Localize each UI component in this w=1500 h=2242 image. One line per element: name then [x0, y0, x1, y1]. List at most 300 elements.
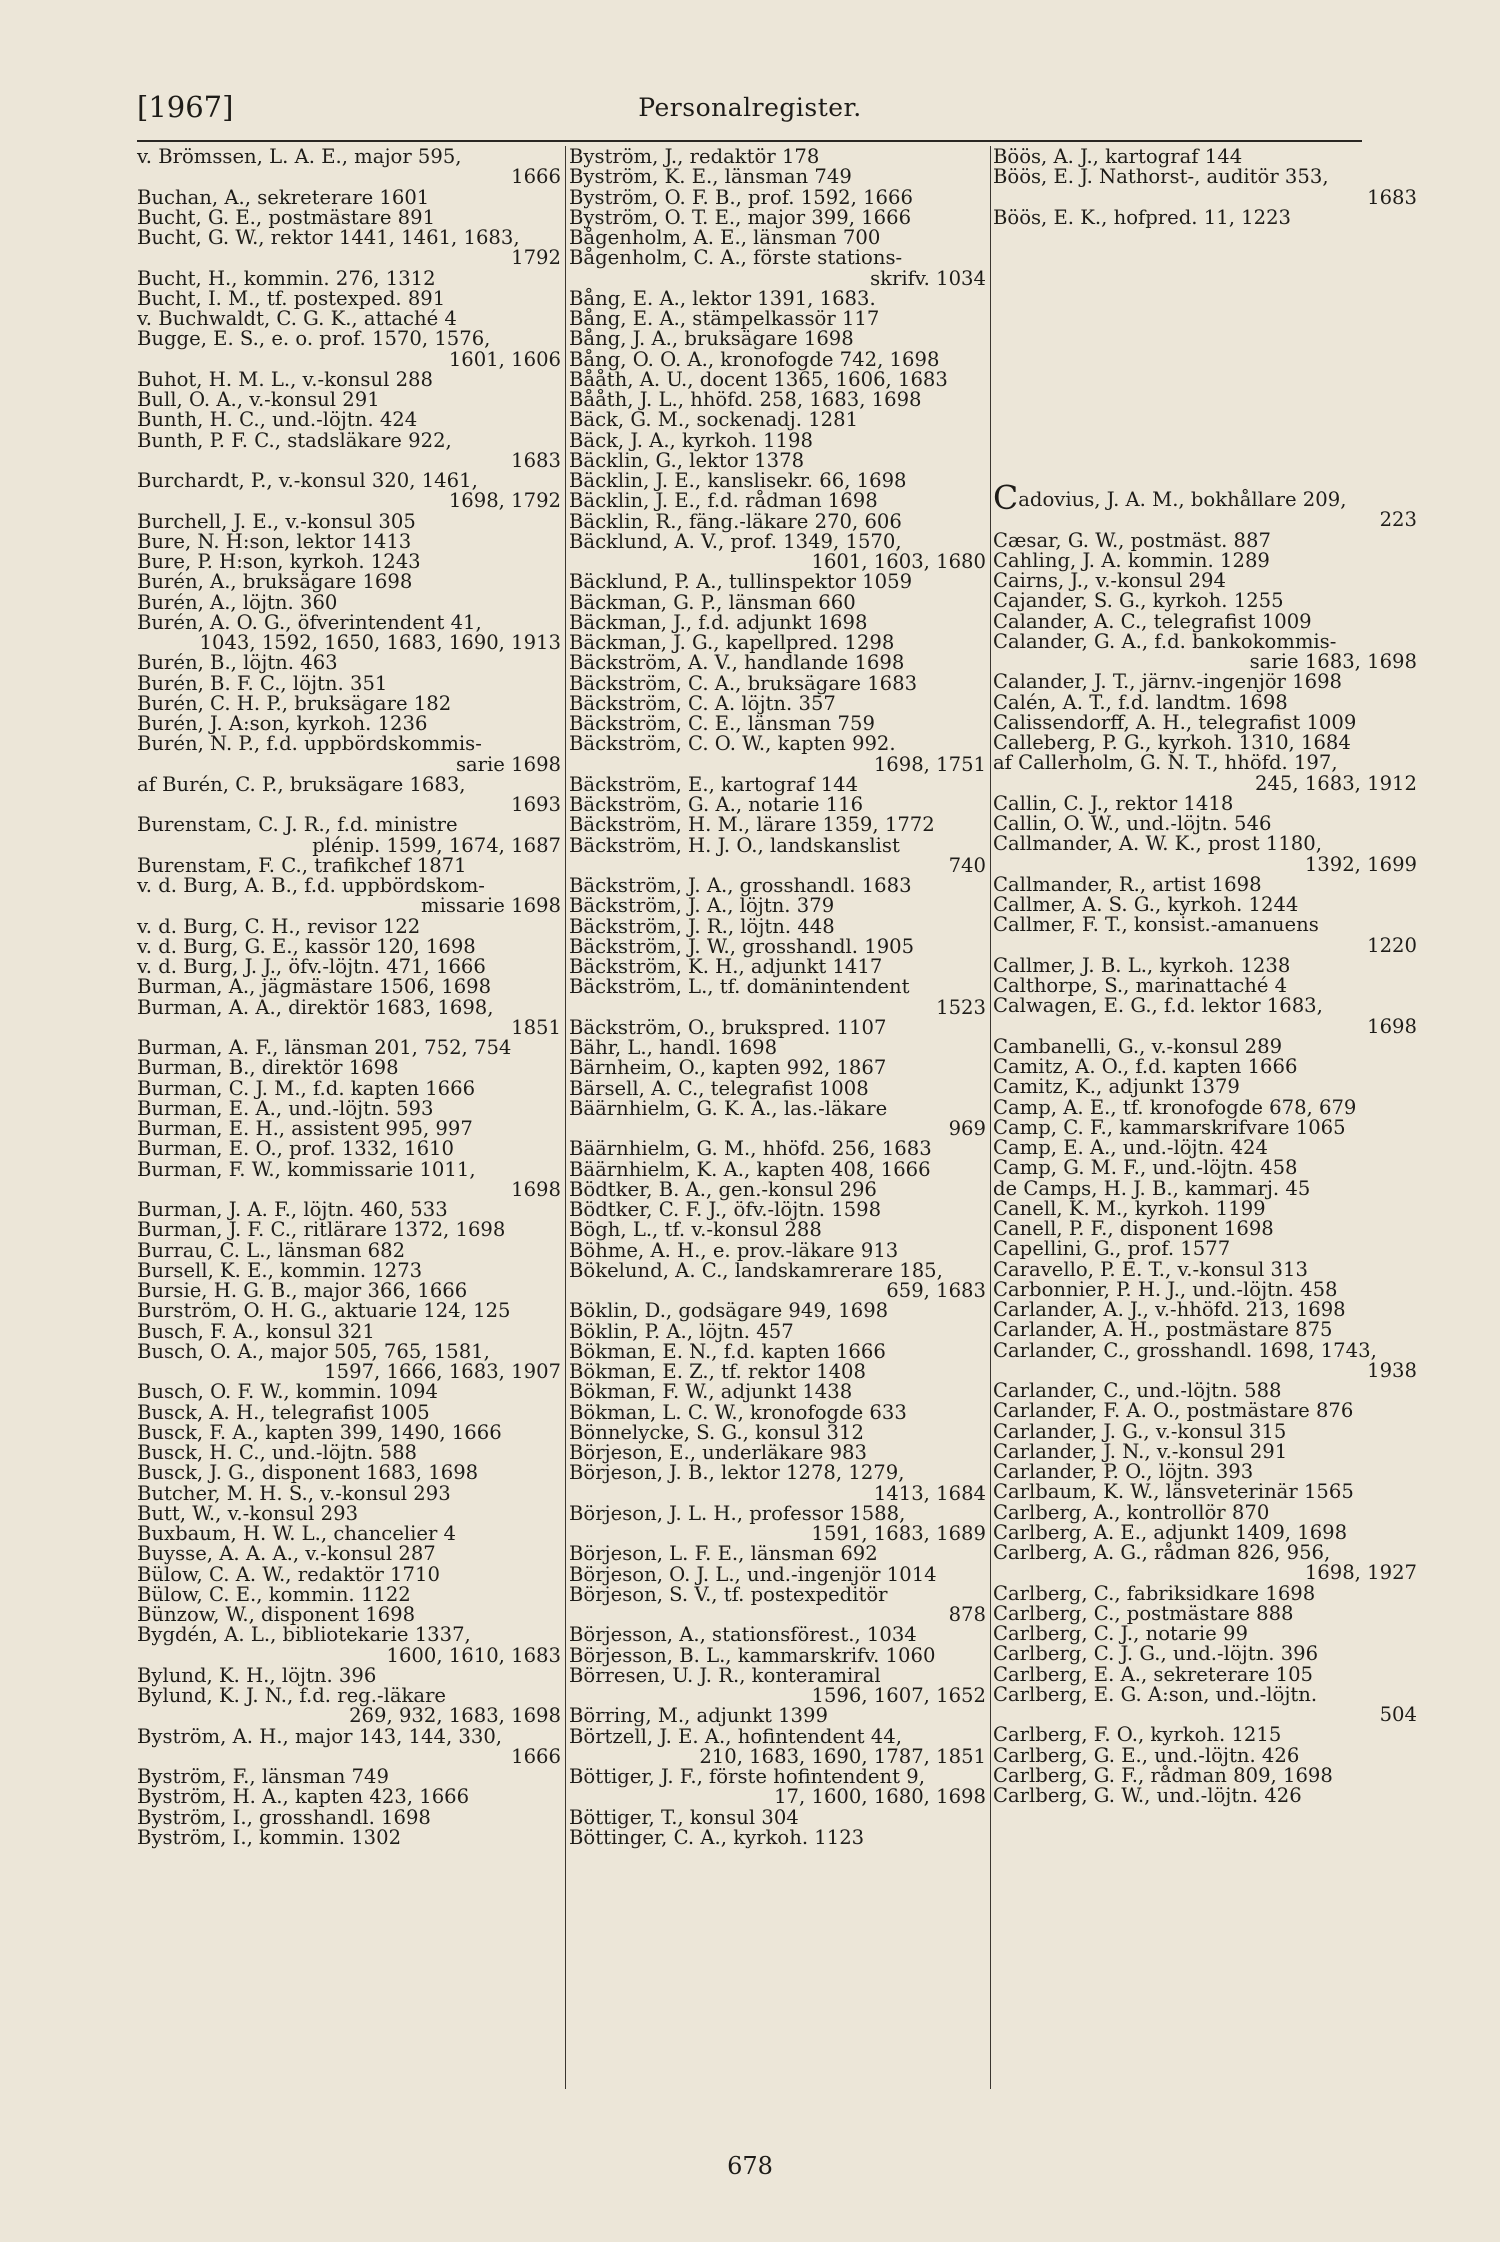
entry-text: Bursell, K. E., kommin. 1273 [137, 1258, 423, 1282]
entry-text: Börjeson, L. F. E., länsman 692 [569, 1542, 878, 1566]
register-entry [993, 872, 1417, 896]
entry-text: Burén, A. O. G., öfverintendent 41, [137, 610, 482, 634]
entry-text: Carlander, P. O., löjtn. 393 [993, 1460, 1254, 1483]
entry-text: Bäcklin, J. E., kanslisekr. 66, 1698 [569, 469, 907, 492]
entry-text: Bärsell, A. C., telegrafist 1008 [569, 1076, 869, 1100]
register-entry [137, 1319, 561, 1343]
register-entry [569, 1339, 986, 1363]
page-number: 678 [727, 2152, 773, 2180]
entry-text: Böttiger, J. F., förste hofintendent 9, [569, 1765, 925, 1788]
entry-continuation: plénip. 1599, 1674, 1687 [312, 833, 561, 857]
register-entry [569, 1463, 986, 1504]
entry-text: Carlberg, G. W., und.-löjtn. 426 [993, 1784, 1302, 1807]
register-entry [993, 591, 1417, 611]
entry-continuation: 1392, 1699 [1304, 852, 1417, 876]
entry-text: Byström, O. F. B., prof. 1592, 1666 [569, 185, 913, 209]
entry-continuation: 1591, 1683, 1689 [811, 1522, 986, 1545]
entry-text: Börjeson, J. B., lektor 1278, 1279, [569, 1461, 905, 1485]
entry-text: Börjesson, A., stationsförest., 1034 [569, 1623, 917, 1647]
entry-text: Carlander, A. H., postmästare 875 [993, 1318, 1333, 1342]
entry-text: Camp, C. F., kammarskrifvare 1065 [993, 1115, 1346, 1139]
register-entry [569, 610, 986, 634]
register-entry [993, 1482, 1417, 1502]
register-entry [137, 1038, 561, 1058]
entry-text: Canell, P. F., disponent 1698 [993, 1217, 1274, 1240]
entry-text: Byström, A. H., major 143, 144, 330, [137, 1724, 503, 1748]
entry-text: Bure, N. H:son, lektor 1413 [137, 529, 412, 553]
entry-text: Bååth, A. U., docent 1365, 1606, 1683 [569, 367, 948, 391]
register-column-3-c-entries [993, 528, 1417, 1807]
register-entry [569, 1663, 986, 1707]
register-entry [137, 1524, 561, 1544]
register-entry [137, 1076, 561, 1100]
register-entry [993, 1320, 1417, 1340]
entry-text: Butt, W., v.-konsul 293 [137, 1501, 359, 1525]
register-entry [993, 1401, 1417, 1421]
register-entry [569, 1096, 986, 1140]
register-entry [569, 876, 986, 896]
entry-text: adovius, J. A. M., bokhållare 209, [1018, 488, 1347, 511]
entry-text: Bödtker, B. A., gen.-konsul 296 [569, 1177, 877, 1201]
entry-continuation: missarie 1698 [421, 894, 561, 918]
entry-text: Cambanelli, G., v.-konsul 289 [993, 1034, 1283, 1058]
entry-text: Calwagen, E. G., f.d. lektor 1683, [993, 994, 1323, 1018]
entry-text: Carlander, J. N., v.-konsul 291 [993, 1439, 1288, 1463]
entry-text: Burman, A., jägmästare 1506, 1698 [137, 975, 492, 999]
entry-text: Cajander, S. G., kyrkoh. 1255 [993, 589, 1284, 613]
register-entry [993, 571, 1417, 591]
register-entry [993, 1381, 1417, 1401]
register-entry [137, 329, 561, 370]
entry-continuation: 1601, 1603, 1680 [811, 550, 986, 573]
entry-text: Camp, E. A., und.-löjtn. 424 [993, 1136, 1268, 1159]
entry-text: Burman, J. F. C., ritlärare 1372, 1698 [137, 1218, 506, 1242]
entry-text: Caravello, P. E. T., v.-konsul 313 [993, 1257, 1308, 1281]
register-entry [569, 329, 986, 349]
entry-text: Bäckström, J. W., grosshandl. 1905 [569, 934, 915, 958]
register-entry [569, 1501, 986, 1545]
entry-text: Carlander, C., und.-löjtn. 588 [993, 1379, 1282, 1402]
register-entry [993, 1644, 1417, 1664]
entry-text: Bäckström, A. V., handlande 1698 [569, 651, 905, 675]
register-entry [569, 1562, 986, 1586]
entry-text: Byström, F., länsman 749 [137, 1765, 389, 1788]
register-entry [569, 147, 986, 167]
entry-text: Burén, J. A:son, kyrkoh. 1236 [137, 712, 428, 735]
entry-text: Callmander, R., artist 1698 [993, 872, 1262, 896]
register-entry [993, 733, 1417, 753]
register-entry [569, 815, 986, 835]
entry-text: Bäärnhielm, G. M., hhöfd. 256, 1683 [569, 1137, 932, 1161]
entry-text: Bähr, L., handl. 1698 [569, 1036, 778, 1059]
register-entry [569, 914, 986, 938]
entry-text: Canell, K. M., kyrkoh. 1199 [993, 1196, 1266, 1220]
entry-text: Burén, A., bruksägare 1698 [137, 570, 413, 594]
entry-continuation: 1698 [1367, 1014, 1417, 1038]
entry-text: Burman, E. A., und.-löjtn. 593 [137, 1096, 434, 1120]
entry-text: Burström, O. H. G., aktuarie 124, 125 [137, 1299, 511, 1323]
register-entry [137, 1562, 561, 1586]
page-title: Personalregister. [638, 93, 862, 122]
entry-text: Bäcklin, R., fäng.-läkare 270, 606 [569, 509, 902, 533]
entry-continuation: 1693 [511, 793, 561, 816]
entry-text: Carlberg, G. E., und.-löjtn. 426 [993, 1743, 1300, 1767]
entry-text: Burén, C. H. P., bruksägare 182 [137, 691, 452, 715]
register-entry [993, 1034, 1417, 1058]
register-entry [137, 815, 561, 856]
entry-text: Carlander, A. J., v.-hhöfd. 213, 1698 [993, 1298, 1346, 1321]
entry-text: Bunth, H. C., und.-löjtn. 424 [137, 408, 418, 432]
register-entry [993, 1725, 1417, 1745]
register-entry [137, 914, 561, 938]
entry-text: Börjeson, O. J. L., und.-ingenjör 1014 [569, 1562, 937, 1586]
entry-text: Bäärnhielm, G. K. A., las.-läkare [569, 1096, 888, 1120]
register-entry [993, 976, 1417, 996]
register-entry [569, 833, 986, 877]
entry-text: Busck, F. A., kapten 399, 1490, 1666 [137, 1420, 502, 1444]
section-gap [993, 268, 1417, 308]
entry-text: Bäcklund, P. A., tullinspektor 1059 [569, 570, 913, 594]
register-entry [137, 390, 561, 410]
entry-text: Böös, E. J. Nathorst-, auditör 353, [993, 165, 1329, 189]
register-entry [569, 1038, 986, 1058]
entry-text: Böttinger, C. A., kyrkoh. 1123 [569, 1825, 865, 1849]
register-entry [137, 1281, 561, 1301]
register-entry [569, 795, 986, 815]
entry-text: Bökman, E. N., f.d. kapten 1666 [569, 1339, 886, 1363]
register-entry [137, 876, 561, 917]
register-entry [993, 1196, 1417, 1220]
register-entry [569, 1139, 986, 1159]
register-entry [137, 1157, 561, 1201]
entry-text: Bucht, I. M., tf. postexped. 891 [137, 286, 446, 310]
register-entry [569, 1362, 986, 1382]
column-divider-1 [565, 146, 566, 2089]
register-entry [137, 1805, 561, 1829]
register-entry [569, 1076, 986, 1100]
register-entry [993, 1095, 1417, 1119]
entry-text: Carlberg, A., kontrollör 870 [993, 1500, 1270, 1524]
register-entry [993, 1763, 1417, 1787]
register-entry [569, 691, 986, 715]
register-entry [137, 1663, 561, 1687]
entry-text: Bäckström, L., tf. domänintendent [569, 975, 910, 999]
entry-text: Bäckström, H. M., lärare 1359, 1772 [569, 813, 935, 837]
entry-text: Burchell, J. E., v.-konsul 305 [137, 509, 416, 533]
register-entry [993, 915, 1417, 956]
entry-text: Callmer, F. T., konsist.-amanuens [993, 913, 1319, 937]
entry-text: Burenstam, F. C., trafikchef 1871 [137, 853, 467, 877]
register-entry [569, 1301, 986, 1321]
entry-text: Camp, G. M. F., und.-löjtn. 458 [993, 1156, 1298, 1180]
entry-text: Böhme, A. H., e. prov.-läkare 913 [569, 1238, 899, 1262]
register-entry [137, 147, 561, 188]
register-entry [569, 167, 986, 187]
entry-text: Busck, J. G., disponent 1683, 1698 [137, 1461, 479, 1485]
register-entry [569, 734, 986, 775]
register-entry [569, 529, 986, 573]
entry-text: Capellini, G., prof. 1577 [993, 1237, 1231, 1261]
entry-continuation: 1698, 1792 [448, 489, 561, 513]
register-entry [569, 714, 986, 734]
register-entry [569, 448, 986, 472]
entry-text: Bökman, E. Z., tf. rektor 1408 [569, 1360, 866, 1383]
entry-text: Bäckström, C. O. W., kapten 992. [569, 732, 896, 756]
register-entry [137, 1481, 561, 1505]
entry-text: Camitz, K., adjunkt 1379 [993, 1075, 1240, 1099]
entry-text: Bygdén, A. L., bibliotekarie 1337, [137, 1623, 471, 1647]
register-entry [569, 205, 986, 229]
entry-continuation: 969 [948, 1117, 986, 1140]
section-gap [993, 388, 1417, 428]
register-entry [569, 590, 986, 614]
entry-text: Byström, I., kommin. 1302 [137, 1825, 402, 1849]
section-gap [993, 428, 1417, 468]
entry-text: Calissendorff, A. H., telegrafist 1009 [993, 710, 1357, 734]
entry-text: v. d. Burg, G. E., kassör 120, 1698 [137, 934, 476, 958]
entry-text: Börjeson, E., underläkare 983 [569, 1441, 867, 1464]
entry-text: Bång, J. A., bruksägare 1698 [569, 327, 854, 351]
entry-text: Camp, A. E., tf. kronofogde 678, 679 [993, 1095, 1357, 1119]
register-entry [569, 1157, 986, 1181]
register-entry [993, 814, 1417, 834]
register-entry [993, 1176, 1417, 1200]
entry-text: Burchardt, P., v.-konsul 320, 1461, [137, 469, 478, 492]
entry-text: Bååth, J. L., hhöfd. 258, 1683, 1698 [569, 388, 922, 411]
register-entry [569, 934, 986, 958]
section-gap [993, 348, 1417, 388]
section-gap [993, 308, 1417, 348]
entry-text: Byström, I., grosshandl. 1698 [137, 1805, 431, 1829]
register-entry [569, 653, 986, 673]
entry-text: Börring, M., adjunkt 1399 [569, 1704, 828, 1728]
entry-text: Carlberg, C. J., notarie 99 [993, 1622, 1248, 1645]
entry-text: Burman, B., direktör 1698 [137, 1056, 399, 1080]
entry-text: Bülow, C. E., kommin. 1122 [137, 1582, 411, 1606]
register-entry [993, 1158, 1417, 1178]
entry-text: Carlander, J. G., v.-konsul 315 [993, 1419, 1287, 1443]
entry-text: v. Brömssen, L. A. E., major 595, [137, 145, 462, 168]
entry-text: Böklin, P. A., löjtn. 457 [569, 1319, 794, 1343]
entry-text: Buxbaum, H. W. L., chancelier 4 [137, 1522, 457, 1545]
entry-text: Bure, P. H:son, kyrkoh. 1243 [137, 550, 421, 573]
entry-text: Callin, C. J., rektor 1418 [993, 791, 1234, 815]
page-year: [1967] [137, 90, 234, 124]
entry-text: Carlberg, C., postmästare 888 [993, 1601, 1294, 1625]
entry-text: Burén, A., löjtn. 360 [137, 590, 338, 614]
entry-text: Burman, E. H., assistent 995, 997 [137, 1117, 473, 1140]
entry-text: Bång, O. O. A., kronofogde 742, 1698 [569, 347, 940, 371]
entry-text: Bäcklin, J. E., f.d. rådman 1698 [569, 489, 878, 513]
entry-continuation: 269, 932, 1683, 1698 [349, 1704, 561, 1728]
entry-text: af Callerholm, G. N. T., hhöfd. 197, [993, 751, 1338, 775]
entry-text: Börresen, U. J. R., konteramiral [569, 1663, 881, 1687]
entry-text: Bäcklund, A. V., prof. 1349, 1570, [569, 529, 902, 553]
entry-text: Bäckman, J., f.d. adjunkt 1698 [569, 610, 868, 634]
entry-text: v. d. Burg, J. J., öfv.-löjtn. 471, 1666 [137, 955, 486, 978]
entry-text: Bylund, K. J. N., f.d. reg.-läkare [137, 1684, 447, 1707]
entry-continuation: 1601, 1606 [448, 347, 561, 371]
register-entry [993, 1662, 1417, 1686]
register-entry [569, 1805, 986, 1829]
register-entry [137, 1301, 561, 1321]
register-entry [993, 629, 1417, 673]
register-entry [993, 672, 1417, 692]
entry-text: Cairns, J., v.-konsul 294 [993, 569, 1226, 592]
register-entry [137, 1443, 561, 1463]
entry-continuation: 1600, 1610, 1683 [386, 1643, 561, 1667]
entry-text: Bönnelycke, S. G., konsul 312 [569, 1420, 864, 1444]
register-entry [137, 1767, 561, 1787]
register-entry [993, 1138, 1417, 1158]
entry-continuation: 245, 1683, 1912 [1254, 771, 1417, 795]
register-entry [569, 1220, 986, 1240]
register-entry [137, 734, 561, 775]
register-entry [993, 1300, 1417, 1320]
entry-text: Camitz, A. O., f.d. kapten 1666 [993, 1055, 1298, 1078]
entry-continuation: 1666 [511, 1744, 561, 1768]
entry-continuation: sarie 1683, 1698 [1249, 650, 1417, 673]
entry-text: Buysse, A. A. A., v.-konsul 287 [137, 1542, 436, 1566]
register-entry [993, 753, 1417, 794]
entry-text: Burman, F. W., kommissarie 1011, [137, 1157, 476, 1181]
entry-text: Butcher, M. H. S., v.-konsul 293 [137, 1481, 451, 1505]
column-divider-2 [990, 146, 991, 2089]
register-entry [137, 1825, 561, 1849]
entry-text: Cæsar, G. W., postmäst. 887 [993, 528, 1271, 552]
register-entry [993, 1581, 1417, 1605]
entry-text: Burman, E. O., prof. 1332, 1610 [137, 1137, 454, 1161]
entry-text: af Burén, C. P., bruksägare 1683, [137, 772, 466, 796]
register-entry [137, 1119, 561, 1139]
entry-text: Byström, K. E., länsman 749 [569, 165, 852, 189]
entry-text: Busck, H. C., und.-löjtn. 588 [137, 1441, 418, 1464]
entry-continuation: 504 [1379, 1703, 1417, 1726]
entry-text: Burén, N. P., f.d. uppbördskommis- [137, 732, 482, 756]
register-entry [569, 1200, 986, 1220]
entry-text: Bäck, G. M., sockenadj. 1281 [569, 408, 859, 432]
register-entry [993, 167, 1417, 208]
entry-text: Byström, O. T. E., major 399, 1666 [569, 205, 912, 229]
register-entry [993, 1462, 1417, 1482]
register-entry [569, 1382, 986, 1402]
register-entry [137, 410, 561, 430]
entry-text: Calleberg, P. G., kyrkoh. 1310, 1684 [993, 731, 1351, 754]
entry-text: Bäckström, C. E., länsman 759 [569, 712, 875, 735]
entry-text: Bäcklin, G., lektor 1378 [569, 448, 805, 472]
entry-text: Bäckström, J. A., grosshandl. 1683 [569, 874, 912, 897]
entry-text: Bäärnhielm, K. A., kapten 408, 1666 [569, 1157, 931, 1181]
register-entry [137, 1582, 561, 1606]
entry-text: de Camps, H. J. B., kammarj. 45 [993, 1176, 1311, 1200]
register-entry [137, 1625, 561, 1666]
entry-text: Carlander, F. A. O., postmästare 876 [993, 1399, 1354, 1423]
register-entry [569, 957, 986, 977]
register-entry [993, 895, 1417, 915]
entry-text: Bång, E. A., stämpelkassör 117 [569, 307, 880, 330]
register-entry [993, 996, 1417, 1037]
register-entry [993, 1682, 1417, 1726]
entry-text: Burén, B. F. C., löjtn. 351 [137, 671, 388, 695]
register-entry [569, 772, 986, 796]
register-entry [569, 286, 986, 310]
register-entry [137, 1463, 561, 1483]
register-entry [569, 1258, 986, 1302]
register-entry [137, 428, 561, 472]
entry-text: Böös, E. K., hofpred. 11, 1223 [993, 205, 1292, 229]
register-column-1 [137, 147, 561, 1848]
register-entry [137, 714, 561, 734]
register-entry [569, 572, 986, 592]
register-column-2 [569, 147, 986, 1848]
entry-text: Böttiger, T., konsul 304 [569, 1805, 799, 1829]
register-entry [137, 367, 561, 391]
register-entry [137, 1400, 561, 1424]
register-entry [993, 710, 1417, 734]
register-entry [137, 1339, 561, 1383]
register-entry [569, 1582, 986, 1626]
register-entry [569, 1319, 986, 1343]
register-entry [569, 633, 986, 653]
entry-text: Bülow, C. A. W., redaktör 1710 [137, 1562, 440, 1586]
entry-text: Bögh, L., tf. v.-konsul 288 [569, 1218, 822, 1242]
register-entry [569, 1625, 986, 1645]
register-entry [993, 205, 1417, 229]
register-entry [993, 1077, 1417, 1097]
register-entry [993, 834, 1417, 875]
register-entry [137, 1420, 561, 1444]
entry-text: Börjeson, J. L. H., professor 1588, [569, 1501, 906, 1525]
register-entry [569, 185, 986, 209]
entry-text: Böös, A. J., kartograf 144 [993, 145, 1243, 168]
register-entry [569, 1724, 986, 1768]
entry-text: Carlander, C., grosshandl. 1698, 1743, [993, 1338, 1377, 1362]
register-entry [137, 471, 561, 512]
register-entry [569, 896, 986, 916]
register-entry [569, 671, 986, 695]
entry-text: Bärnheim, O., kapten 992, 1867 [569, 1056, 887, 1080]
entry-text: Burman, A. F., länsman 201, 752, 754 [137, 1036, 512, 1059]
register-entry [993, 1439, 1417, 1463]
entry-continuation: 1683 [511, 448, 561, 472]
entry-text: Burman, A. A., direktör 1683, 1698, [137, 995, 494, 1019]
entry-text: Bull, O. A., v.-konsul 291 [137, 388, 380, 411]
entry-continuation: 1698 [511, 1177, 561, 1201]
register-column-3-b-entries [993, 147, 1417, 228]
entry-text: Bäckström, C. A. löjtn. 357 [569, 691, 836, 715]
entry-continuation: 1413, 1684 [873, 1481, 986, 1505]
register-entry [137, 1258, 561, 1282]
entry-text: Bucht, G. E., postmästare 891 [137, 205, 436, 229]
entry-text: Carlberg, E. G. A:son, und.-löjtn. [993, 1682, 1318, 1706]
entry-text: Bång, E. A., lektor 1391, 1683. [569, 286, 876, 310]
register-entry [137, 590, 561, 614]
register-entry [137, 1220, 561, 1240]
entry-text: Carlberg, A. G., rådman 826, 956, [993, 1541, 1331, 1564]
register-entry [137, 529, 561, 553]
register-entry [137, 610, 561, 654]
register-entry [137, 1096, 561, 1120]
register-entry [569, 491, 986, 511]
entry-text: Bünzow, W., disponent 1698 [137, 1603, 416, 1626]
entry-continuation: 1698, 1751 [873, 752, 986, 776]
entry-text: Bökman, L. C. W., kronofogde 633 [569, 1400, 907, 1424]
entry-text: Börjeson, S. V., tf. postexpeditör [569, 1582, 888, 1606]
entry-text: Callmer, J. B. L., kyrkoh. 1238 [993, 953, 1291, 977]
entry-text: Börjesson, B. L., kammarskrifv. 1060 [569, 1643, 936, 1667]
entry-text: Calén, A. T., f.d. landtm. 1698 [993, 690, 1288, 714]
register-entry [993, 1601, 1417, 1625]
